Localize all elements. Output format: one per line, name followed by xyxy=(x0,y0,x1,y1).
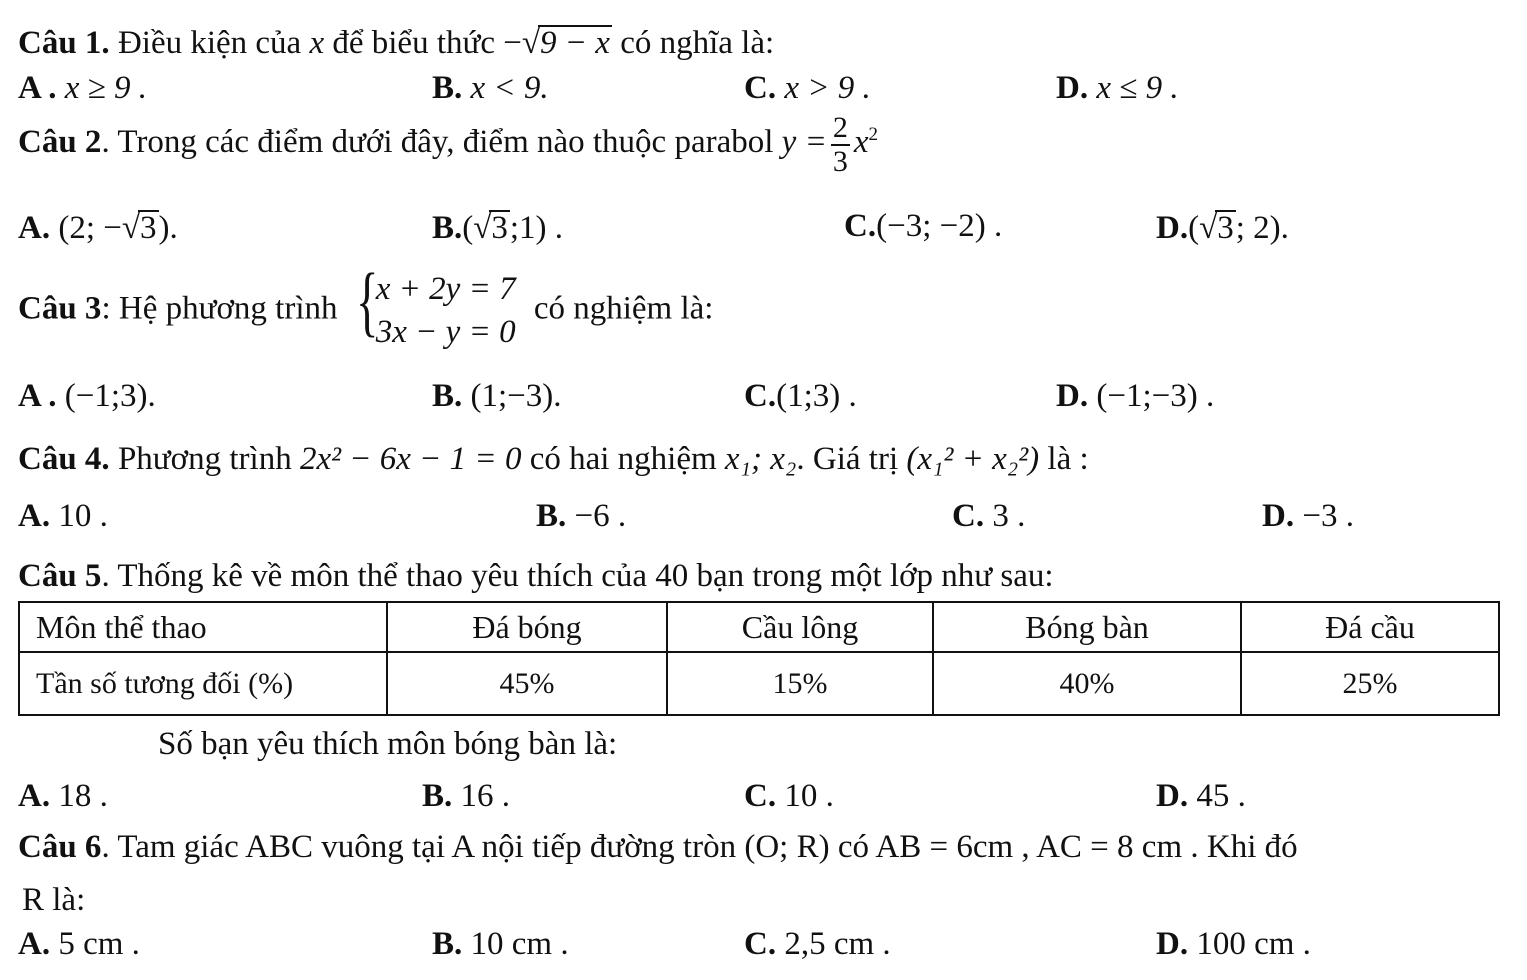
question-text: có nghiệm là: xyxy=(533,290,714,327)
option-a[interactable] xyxy=(18,380,156,413)
option-value: 5 cm . xyxy=(58,926,140,962)
option-a[interactable] xyxy=(18,72,147,105)
table-row xyxy=(19,652,1499,715)
question-label: Câu 4. xyxy=(18,441,110,477)
option-value: (1;3) . xyxy=(776,378,857,414)
option-label: B. xyxy=(422,778,453,814)
equation-1: x + 2y = 7 xyxy=(375,271,516,307)
option-label: C. xyxy=(744,378,777,414)
option-b[interactable] xyxy=(432,928,569,961)
option-b[interactable] xyxy=(422,780,510,813)
option-label: B. xyxy=(536,498,567,534)
question-5 xyxy=(18,560,1054,593)
option-value: ;1) . xyxy=(509,210,564,246)
question-label: Câu 3 xyxy=(18,290,102,327)
option-label: C. xyxy=(744,926,777,962)
table-cell: 40% xyxy=(933,652,1241,715)
table-header-row xyxy=(19,602,1499,652)
question-label: Câu 6 xyxy=(18,829,102,865)
question-text: . Tam giác ABC vuông tại A nội tiếp đường tròn (O; R) có AB = 6cm , AC = 8 cm . Khi đó xyxy=(101,829,1298,865)
table-cell: 15% xyxy=(667,652,933,715)
option-d[interactable] xyxy=(1056,380,1214,413)
question-3 xyxy=(18,257,714,354)
table-header: Môn thể thao xyxy=(19,602,387,652)
equation-system xyxy=(355,257,516,354)
roots: x₁; x₂ xyxy=(724,441,797,477)
question-text: Điều kiện của xyxy=(117,25,302,61)
option-c[interactable] xyxy=(744,72,871,105)
radicand: 3 xyxy=(1217,210,1234,246)
option-c[interactable] xyxy=(744,928,891,961)
option-a[interactable] xyxy=(18,500,108,533)
option-value: 100 cm . xyxy=(1196,926,1311,962)
option-label: D. xyxy=(1156,210,1189,246)
option-d[interactable]: D.(√3; 2). xyxy=(1156,210,1289,246)
option-a[interactable]: A. (2; −√3). xyxy=(18,210,178,246)
option-label: D. xyxy=(1156,926,1189,962)
option-label: D. xyxy=(1056,378,1089,414)
option-value: (−1;−3) . xyxy=(1096,378,1215,414)
question-6-cont: R là: xyxy=(22,882,86,918)
option-value: ; 2). xyxy=(1235,210,1289,246)
question-1: Câu 1. Điều kiện của x để biểu thức −√9 − x có nghĩa là: xyxy=(18,25,775,61)
question-text: để biểu thức xyxy=(332,25,496,61)
option-value: (1;−3). xyxy=(470,378,562,414)
table-header: Bóng bàn xyxy=(933,602,1241,652)
option-value: x ≥ 9 . xyxy=(64,70,148,106)
math-minus: − xyxy=(503,25,522,61)
option-label: A . xyxy=(18,378,57,414)
option-label: D. xyxy=(1056,70,1089,106)
exponent: 2 xyxy=(868,124,878,146)
option-a[interactable] xyxy=(18,780,108,813)
option-a[interactable] xyxy=(18,928,140,961)
math-lhs: y = xyxy=(781,124,827,161)
question-5-prompt: Số bạn yêu thích môn bóng bàn là: xyxy=(158,726,618,762)
option-label: A. xyxy=(18,926,51,962)
option-value: x > 9 . xyxy=(784,70,871,106)
table-header: Đá cầu xyxy=(1241,602,1499,652)
option-label: C. xyxy=(744,778,777,814)
question-text: . Thống kê về môn thể thao yêu thích của 40 bạn trong một lớp như sau: xyxy=(101,558,1054,594)
option-value: 16 . xyxy=(460,778,511,814)
option-b[interactable]: B.(√3;1) . xyxy=(432,210,564,246)
question-text: . Giá trị xyxy=(796,441,899,477)
option-d[interactable] xyxy=(1056,72,1179,105)
question-text: là : xyxy=(1047,441,1089,477)
option-label: B. xyxy=(432,926,463,962)
option-value: −6 . xyxy=(574,498,627,534)
option-value: (2; − xyxy=(58,210,122,246)
option-label: C. xyxy=(744,70,777,106)
option-value: 3 . xyxy=(992,498,1026,534)
fraction xyxy=(831,112,850,177)
option-d[interactable] xyxy=(1156,928,1311,961)
question-label: Câu 5 xyxy=(18,558,102,594)
question-text: có hai nghiệm xyxy=(529,441,717,477)
option-value: 18 . xyxy=(58,778,108,814)
question-label: Câu 1. xyxy=(18,25,110,61)
option-value: 10 . xyxy=(784,778,834,814)
radicand: 9 − x xyxy=(540,25,610,61)
option-value: 2,5 cm . xyxy=(784,926,891,962)
option-b[interactable] xyxy=(432,72,549,105)
brace-icon: { xyxy=(355,257,379,344)
question-label: Câu 2 xyxy=(18,124,102,161)
option-label: D. xyxy=(1262,498,1295,534)
option-label: B. xyxy=(432,210,463,246)
option-label: A. xyxy=(18,210,51,246)
math-var: x xyxy=(853,124,869,161)
option-value: ( xyxy=(462,210,474,246)
option-d[interactable] xyxy=(1262,500,1354,533)
question-text: Phương trình xyxy=(117,441,292,477)
option-b[interactable] xyxy=(432,380,562,413)
question-4 xyxy=(18,443,1089,476)
option-value: ). xyxy=(158,210,178,246)
option-value: (−3; −2) . xyxy=(876,208,1003,244)
option-b[interactable] xyxy=(536,500,626,533)
option-label: B. xyxy=(432,70,463,106)
question-2 xyxy=(18,112,878,177)
option-value: 10 cm . xyxy=(470,926,569,962)
option-label: C. xyxy=(844,208,877,244)
option-label: D. xyxy=(1156,778,1189,814)
option-label: C. xyxy=(952,498,985,534)
equation: 2x² − 6x − 1 = 0 xyxy=(299,441,522,477)
option-c[interactable] xyxy=(844,210,1002,243)
question-6 xyxy=(18,831,1298,864)
numerator: 2 xyxy=(832,111,848,144)
denominator: 3 xyxy=(832,144,848,178)
option-value: x < 9. xyxy=(470,70,549,106)
option-c[interactable] xyxy=(744,780,834,813)
question-text: có nghĩa là: xyxy=(620,25,775,61)
option-label: A. xyxy=(18,778,51,814)
question-text: . Trong các điểm dưới đây, điểm nào thuộc parabol xyxy=(101,124,774,161)
option-value: −3 . xyxy=(1302,498,1354,534)
option-c[interactable] xyxy=(744,380,857,413)
radicand: 3 xyxy=(140,210,157,246)
option-d[interactable] xyxy=(1156,780,1246,813)
option-value: x ≤ 9 . xyxy=(1096,70,1179,106)
option-c[interactable] xyxy=(952,500,1025,533)
table-cell: 25% xyxy=(1241,652,1499,715)
radicand: 3 xyxy=(491,210,508,246)
equation-2: 3x − y = 0 xyxy=(375,313,516,350)
frequency-table xyxy=(18,601,1500,716)
table-row-label: Tần số tương đối (%) xyxy=(19,652,387,715)
option-label: A . xyxy=(18,70,57,106)
option-label: B. xyxy=(432,378,463,414)
option-value: 10 . xyxy=(58,498,108,534)
option-value: ( xyxy=(1188,210,1200,246)
option-value: (−1;3). xyxy=(64,378,156,414)
option-value: 45 . xyxy=(1196,778,1246,814)
option-label: A. xyxy=(18,498,51,534)
table-header: Đá bóng xyxy=(387,602,667,652)
math-var: x xyxy=(309,25,325,61)
value-expression: (x₁² + x₂²) xyxy=(906,441,1040,477)
table-header: Cầu lông xyxy=(667,602,933,652)
question-text: : Hệ phương trình xyxy=(101,290,338,327)
table-cell: 45% xyxy=(387,652,667,715)
